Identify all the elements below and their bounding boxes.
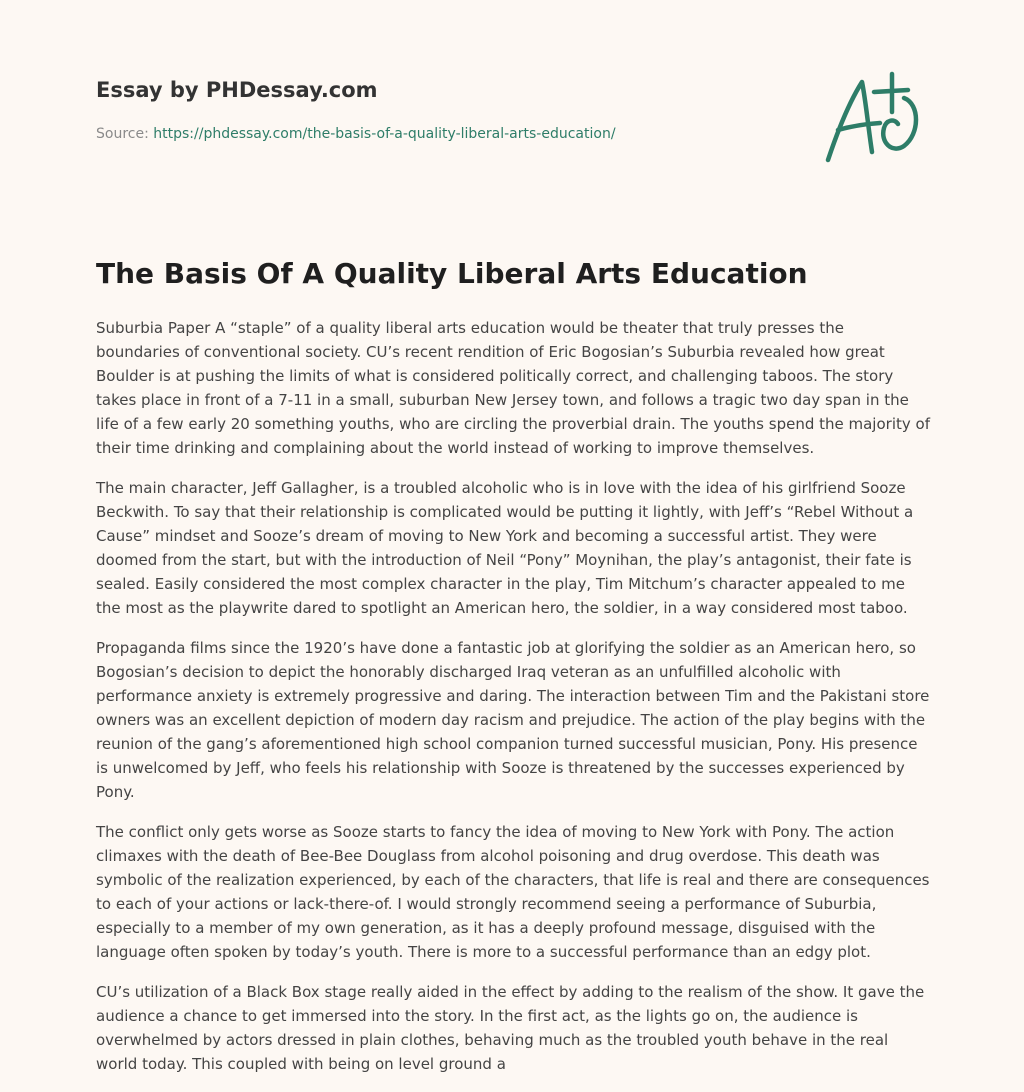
essay-paragraph-1: Suburbia Paper A “staple” of a quality liberal arts education would be theater that truly presses the boundaries of conventional society. CU’s recent rendition of Eric Bogosian’s Suburbia revealed how great Boulder is at pushing the limits of what is considered politically correct, and challenging taboos. The story takes place in front of a 7-11 in a small, suburban New Jersey town, and follows a tragic two day span in the life of a few early 20 something youths, who are circling the proverbial drain. The youths spend the majority of their time drinking and complaining about the world instead of working to improve themselves. [96, 319, 930, 457]
essay-title: The Basis Of A Quality Liberal Arts Education [96, 257, 808, 290]
source-link[interactable]: https://phdessay.com/the-basis-of-a-quality-liberal-arts-education/ [153, 126, 616, 142]
essay-header [96, 76, 796, 144]
source-label: Source: [96, 126, 154, 142]
essay-paragraph-2: The main character, Jeff Gallagher, is a troubled alcoholic who is in love with the idea of his girlfriend Sooze Beckwith. To say that their relationship is complicated would be putting it lightly, with Jeff’s “Rebel Without a Cause” mindset and Sooze’s dream of moving to New York and becoming a successful artist. They were doomed from the start, but with the introduction of Neil “Pony” Moynihan, the play’s antagonist, their fate is sealed. Easily considered the most complex character in the play, Tim Mitchum’s character appealed to me the most as the playwrite dared to spotlight an American hero, the soldier, in a way considered most taboo. [96, 479, 914, 617]
a-plus-logo-icon [822, 68, 926, 166]
essay-paragraph-4: The conflict only gets worse as Sooze starts to fancy the idea of moving to New York with Pony. The action climaxes with the death of Bee-Bee Douglass from alcohol poisoning and drug overdose. This death was symbolic of the realization experienced, by each of the characters, that life is real and there are consequences to each of your actions or lack-there-of. I would strongly recommend seeing a performance of Suburbia, especially to a member of my own generation, as it has a deeply profound message, disguised with the language often spoken by today’s youth. There is more to a successful performance than an edgy plot. [96, 823, 930, 961]
essay-paragraph-3: Propaganda films since the 1920’s have done a fantastic job at glorifying the soldier as an American hero, so Bogosian’s decision to depict the honorably discharged Iraq veteran as an unfulfilled alcoholic with performance anxiety is extremely progressive and daring. The interaction between Tim and the Pakistani store owners was an excellent depiction of modern day racism and prejudice. The action of the play begins with the reunion of the gang’s aforementioned high school companion turned successful musician, Pony. His presence is unwelcomed by Jeff, who feels his relationship with Sooze is threatened by the successes experienced by Pony. [96, 639, 930, 801]
source-line [96, 124, 796, 144]
essay-body [96, 316, 932, 1092]
essay-paragraph-5: CU’s utilization of a Black Box stage really aided in the effect by adding to the realism of the show. It gave the audience a chance to get immersed into the story. In the first act, as the lights go on, the audience is overwhelmed by actors dressed in plain clothes, behaving much as the troubled youth behave in the real world today. This coupled with being on level ground a [96, 983, 925, 1073]
site-brand: Essay by PHDessay.com [96, 78, 378, 102]
